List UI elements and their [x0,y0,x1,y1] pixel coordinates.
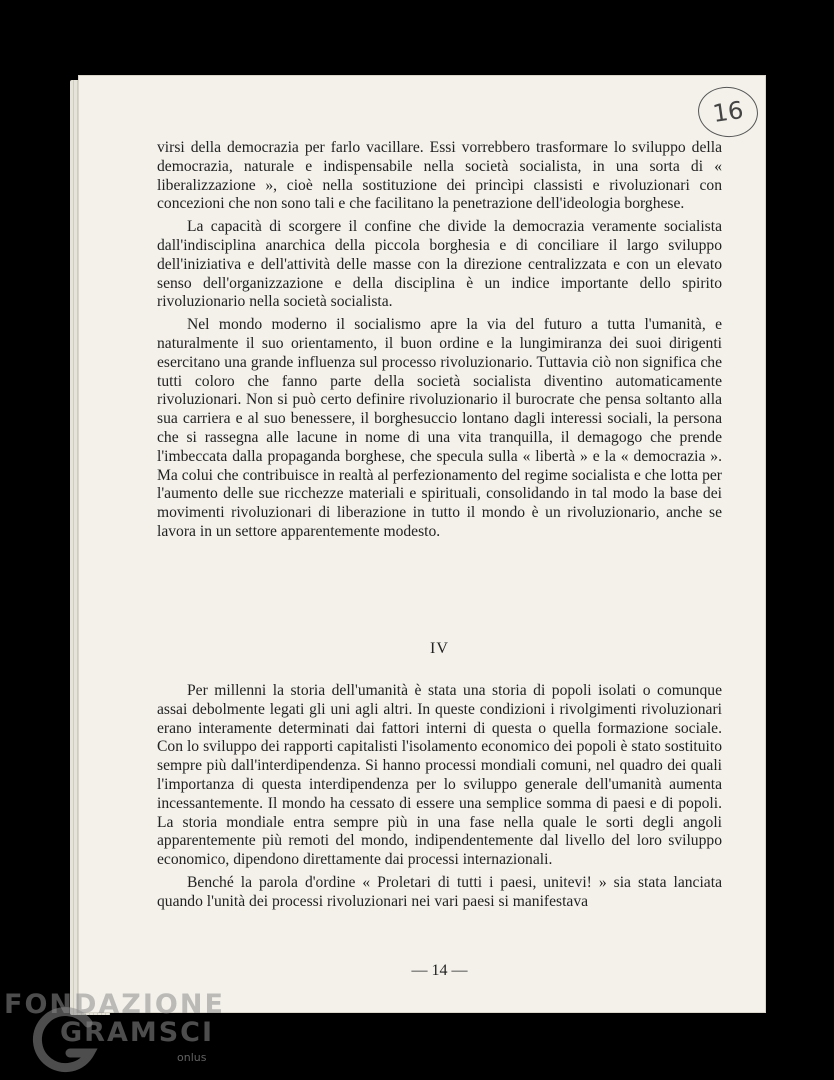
body-text-top [157,139,722,542]
paragraph: La capacità di scorgere il confine che divide la democrazia veramente socialista dall'indisciplina anarchica della piccola borghesia e di conciliare il largo sviluppo dell'iniziativa e dell'attività delle masse con la direzione centralizzata e con un elevato senso dell'organizzazione e della disciplina è un indice importante dello spirito rivoluzionario nella società socialista. [157,218,722,311]
paragraph: Per millenni la storia dell'umanità è stata una storia di popoli isolati o comunque assai debolmente legati gli uni agli altri. In queste condizioni i rivolgimenti rivoluzionari erano interamente determinati dai fattori interni di questa o quella formazione sociale. Con lo sviluppo dei rapporti capitalisti l'isolamento economico dei popoli è stato sostituito sempre più dall'interdipendenza. Si hanno processi mondiali comuni, nel quadro dei quali l'importanza di questa interdipendenza per lo sviluppo generale dell'umanità aumenta incessantemente. Il mondo ha cessato di essere una semplice somma di paesi e di popoli. La storia mondiale entra sempre più in una fase nella quale le sorti degli angoli apparentemente più remoti del mondo, indipendentemente dal livello del loro sviluppo economico, dipendono direttamente dai processi internazionali. [157,682,722,869]
section-heading: IV [430,640,449,657]
archive-page-mark [695,83,761,141]
paragraph: Benché la parola d'ordine « Proletari di tutti i paesi, unitevi! » sia stata lanciata quando l'unità dei processi rivoluzionari nei vari paesi si manifestava [157,873,722,910]
foundation-watermark [2,985,262,1080]
watermark-line-1: FONDAZIONE [4,989,225,1020]
body-text-bottom [157,682,722,912]
watermark-line-3: onlus [177,1051,207,1064]
page-number: — 14 — [411,962,468,979]
paragraph-continuation: virsi della democrazia per farlo vacillare. Essi vorrebbero trasformare lo sviluppo della democrazia, naturale e indispensabile nella società socialista, in una sorta di « liberalizzazione », cioè nella sostituzione dei princìpi classisti e rivoluzionari con concezioni che non sono tali e che facilitano la penetrazione dell'ideologia borghese. [157,139,722,213]
watermark-line-2: GRAMSCI [60,1017,215,1048]
handwritten-circle-icon [696,84,761,140]
archive-mark-number: 16 [710,96,746,128]
paragraph: Nel mondo moderno il socialismo apre la via del futuro a tutta l'umanità, e naturalmente il suo orientamento, il buon ordine e la lungimiranza dei suoi dirigenti esercitano una grande influenza sul processo rivoluzionario. Tuttavia ciò non significa che tutti coloro che fanno parte della società socialista diventino automaticamente rivoluzionari. Non si può certo definire rivoluzionario il burocrate che pensa soltanto alla sua carriera e al suo benessere, il borghesuccio lontano dagli interessi sociali, la persona che si rassegna alle lacune in nome di una vita tranquilla, il demagogo che prende l'imbeccata dalla propaganda borghese, che specula sulla « libertà » e la « democrazia ». Ma colui che contribuisce in realtà al perfezionamento del regime socialista e che lotta per l'aumento delle sue ricchezze materiali e spirituali, consolidando in tal modo la base dei movimenti rivoluzionari di liberazione in tutto il mondo è un rivoluzionario, anche se lavora in un settore apparentemente modesto. [157,316,722,540]
